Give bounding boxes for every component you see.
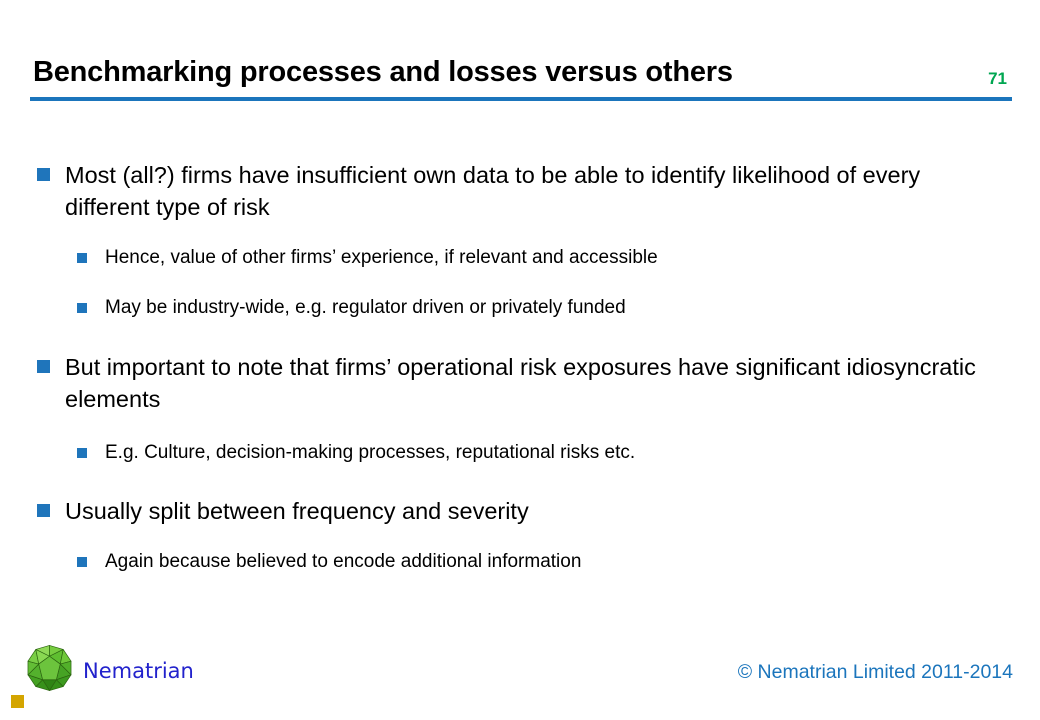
sub-bullet-text: Again because believed to encode additional information [105, 551, 582, 572]
nematrian-logo [26, 643, 73, 693]
bullet-item [33, 159, 1018, 223]
title-underline [30, 97, 1012, 101]
sub-bullet-text: E.g. Culture, decision-making processes, reputational risks etc. [105, 442, 636, 463]
bullet-text: Most (all?) firms have insufficient own data to be able to identify likelihood of every different type of risk [65, 162, 921, 220]
sub-bullet-item [33, 441, 1040, 465]
bullet-text: Usually split between frequency and severity [65, 498, 529, 524]
sub-bullet-item [33, 246, 1040, 270]
sub-bullet-item [33, 296, 1040, 320]
bullet-square-icon [37, 168, 50, 181]
sub-bullet-square-icon [77, 448, 87, 458]
sub-bullet-item [33, 550, 1040, 574]
slide-title: Benchmarking processes and losses versus others [33, 56, 733, 88]
page-number: 71 [988, 69, 1007, 88]
bullet-item [33, 351, 1018, 415]
brand-name: Nematrian [83, 659, 194, 683]
bullet-text: But important to note that firms’ operational risk exposures have significant idiosyncratic elements [65, 354, 976, 412]
sub-bullet-square-icon [77, 303, 87, 313]
polyhedron-icon [26, 643, 73, 693]
copyright-text: © Nematrian Limited 2011-2014 [737, 661, 1013, 683]
sub-bullet-text: Hence, value of other firms’ experience, if relevant and accessible [105, 247, 658, 268]
bullet-square-icon [37, 504, 50, 517]
bullet-item [33, 495, 1018, 527]
sub-bullet-square-icon [77, 557, 87, 567]
gold-square-marker [11, 695, 24, 708]
sub-bullet-text: May be industry-wide, e.g. regulator driven or privately funded [105, 297, 626, 318]
sub-bullet-square-icon [77, 253, 87, 263]
bullet-square-icon [37, 360, 50, 373]
